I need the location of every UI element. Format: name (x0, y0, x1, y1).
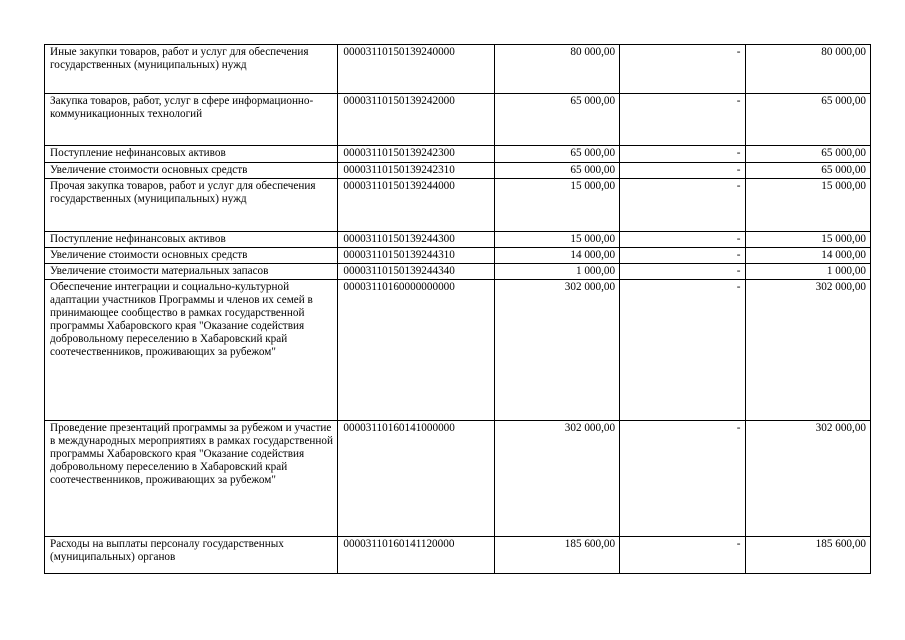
executed-amount: - (620, 163, 745, 179)
approved-amount: 302 000,00 (494, 421, 619, 537)
executed-amount: - (620, 179, 745, 232)
executed-amount: - (620, 248, 745, 264)
table-row (45, 421, 871, 537)
executed-amount: - (620, 146, 745, 163)
remaining-amount: 1 000,00 (745, 264, 870, 280)
executed-amount: - (620, 264, 745, 280)
approved-amount: 302 000,00 (494, 280, 619, 421)
remaining-amount: 14 000,00 (745, 248, 870, 264)
table-row (45, 264, 871, 280)
table-row (45, 146, 871, 163)
budget-code: 00003110150139242300 (338, 146, 494, 163)
approved-amount: 15 000,00 (494, 232, 619, 248)
table-row (45, 537, 871, 574)
expense-name: Обеспечение интеграции и социально-культурной адаптации участников Программы и членов их семей в принимающее сообщество в рамках государственной программы Хабаровского края "Оказание содействия добровольному переселению в Хабаровский край соотечественников, проживающих за рубежом" (45, 280, 338, 421)
expense-name: Проведение презентаций программы за рубежом и участие в международных мероприятиях в рамках государственной программы Хабаровского края "Оказание содействия добровольному переселению в Хабаровский край соотечественников, проживающих за рубежом" (45, 421, 338, 537)
table-row (45, 163, 871, 179)
expense-name: Поступление нефинансовых активов (45, 232, 338, 248)
expense-name: Закупка товаров, работ, услуг в сфере информационно-коммуникационных технологий (45, 94, 338, 146)
executed-amount: - (620, 421, 745, 537)
budget-code: 00003110160141120000 (338, 537, 494, 574)
remaining-amount: 185 600,00 (745, 537, 870, 574)
expense-name: Расходы на выплаты персоналу государственных (муниципальных) органов (45, 537, 338, 574)
executed-amount: - (620, 94, 745, 146)
budget-code: 00003110150139240000 (338, 45, 494, 94)
budget-code: 00003110160141000000 (338, 421, 494, 537)
approved-amount: 65 000,00 (494, 163, 619, 179)
expense-name: Поступление нефинансовых активов (45, 146, 338, 163)
executed-amount: - (620, 537, 745, 574)
executed-amount: - (620, 280, 745, 421)
expense-name: Увеличение стоимости основных средств (45, 248, 338, 264)
executed-amount: - (620, 232, 745, 248)
remaining-amount: 15 000,00 (745, 232, 870, 248)
table-row (45, 94, 871, 146)
table-row (45, 45, 871, 94)
table-row (45, 232, 871, 248)
table-row (45, 280, 871, 421)
remaining-amount: 65 000,00 (745, 146, 870, 163)
budget-code: 00003110150139244310 (338, 248, 494, 264)
budget-table (44, 44, 871, 574)
remaining-amount: 80 000,00 (745, 45, 870, 94)
budget-code: 00003110150139244000 (338, 179, 494, 232)
table-row (45, 179, 871, 232)
remaining-amount: 65 000,00 (745, 94, 870, 146)
remaining-amount: 65 000,00 (745, 163, 870, 179)
table-row (45, 248, 871, 264)
approved-amount: 14 000,00 (494, 248, 619, 264)
expense-name: Прочая закупка товаров, работ и услуг для обеспечения государственных (муниципальных) нужд (45, 179, 338, 232)
budget-code: 00003110150139244300 (338, 232, 494, 248)
expense-name: Увеличение стоимости основных средств (45, 163, 338, 179)
approved-amount: 15 000,00 (494, 179, 619, 232)
approved-amount: 80 000,00 (494, 45, 619, 94)
budget-code: 00003110160000000000 (338, 280, 494, 421)
budget-code: 00003110150139242000 (338, 94, 494, 146)
approved-amount: 65 000,00 (494, 146, 619, 163)
budget-code: 00003110150139244340 (338, 264, 494, 280)
remaining-amount: 302 000,00 (745, 421, 870, 537)
executed-amount: - (620, 45, 745, 94)
budget-code: 00003110150139242310 (338, 163, 494, 179)
approved-amount: 65 000,00 (494, 94, 619, 146)
expense-name: Иные закупки товаров, работ и услуг для обеспечения государственных (муниципальных) нужд (45, 45, 338, 94)
expense-name: Увеличение стоимости материальных запасов (45, 264, 338, 280)
remaining-amount: 15 000,00 (745, 179, 870, 232)
approved-amount: 1 000,00 (494, 264, 619, 280)
approved-amount: 185 600,00 (494, 537, 619, 574)
remaining-amount: 302 000,00 (745, 280, 870, 421)
